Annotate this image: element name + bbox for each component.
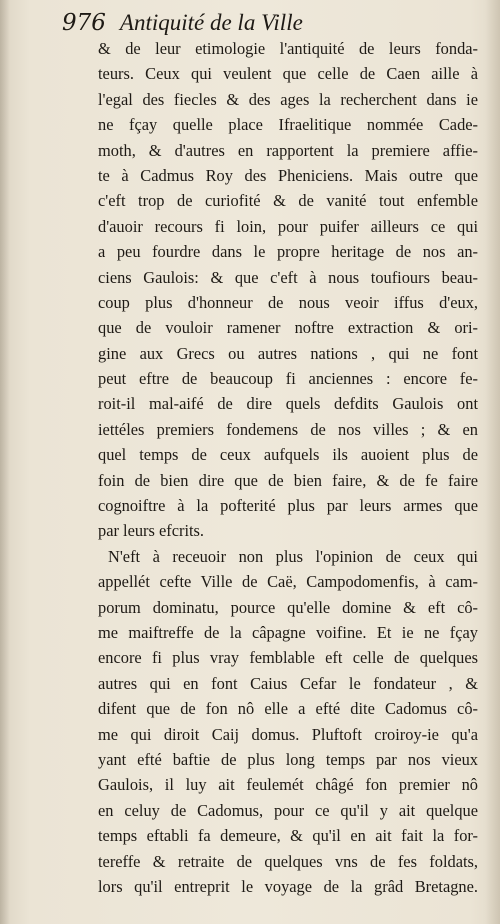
body-text: [98, 36, 478, 899]
paragraph-start-line: N'eft à receuoir non plus l'opinion de ceux qui: [108, 546, 478, 566]
text-line: appellét cefte Ville de Caë, Campodomenfis, à cam-: [98, 572, 478, 592]
text-line: tereffe & retraite de quelques vns de fes foldats,: [98, 851, 478, 871]
text-line: te à Cadmus Roy des Pheniciens. Mais outre que: [98, 165, 478, 185]
text-line: gine aux Grecs ou autres nations , qui ne font: [98, 343, 478, 363]
text-line: & de leur etimologie l'antiquité de leurs fonda-: [98, 39, 478, 58]
text-line: cognoiftre à la pofterité plus par leurs armes que: [98, 496, 478, 516]
text-line: quel temps de ceux aufquels ils auoient plus de: [98, 445, 478, 465]
text-line: en celuy de Cadomus, pour ce qu'il y ait quelque: [98, 800, 478, 820]
text-line: me maiftreffe de la câpagne voifine. Et ie ne fçay: [98, 622, 478, 642]
text-line: d'auoir recours fi loin, pour puifer ailleurs ce qui: [98, 216, 478, 236]
text-line: iettéles premiers fondemens de nos villes ; & en: [98, 419, 478, 439]
page-number: 976: [62, 10, 106, 36]
text-line: difent que de fon nô elle a efté dite Cadomus cô-: [98, 699, 478, 719]
text-line: Gaulois, il luy ait feulemét châgé fon premier nô: [98, 775, 478, 795]
text-line: ne fçay quelle place Ifraelitique nommée Cade-: [98, 115, 478, 135]
text-line: me qui diroit Caij domus. Pluftoft croiroy-ie qu'a: [98, 724, 478, 744]
text-line: temps eftabli fa demeure, & qu'il en ait fait la for-: [98, 826, 478, 846]
text-line: foin de bien dire que de bien faire, & de fe faire: [98, 470, 478, 490]
page-edge-shadow: [485, 0, 500, 924]
gutter-shadow: [0, 0, 10, 924]
text-line: ciens Gaulois: & que c'eft à nous toufiours beau-: [98, 267, 478, 287]
text-line: lors qu'il entreprit le voyage de la grâd Bretagne.: [98, 876, 478, 896]
running-head-title: Antiquité de la Ville: [119, 10, 303, 35]
text-line: l'egal des fiecles & des ages la recherchent dans ie: [98, 89, 478, 109]
text-line: que de vouloir ramener noftre extraction & ori-: [98, 318, 478, 338]
text-line: moth, & d'autres en rapportent la premiere affie-: [98, 140, 478, 160]
text-line: porum dominatu, pource qu'elle domine & eft cô-: [98, 597, 478, 617]
text-line: peut eftre de beaucoup fi anciennes : encore fe-: [98, 369, 478, 389]
paragraph-end-line: par leurs efcrits.: [98, 521, 205, 541]
text-line: encore fi plus vray femblable eft celle de quelques: [98, 648, 478, 668]
text-line: coup plus d'honneur de nous veoir iffus d'eux,: [98, 292, 478, 312]
text-line: a peu fourdre dans le propre heritage de nos an-: [98, 242, 478, 262]
text-line: teurs. Ceux qui veulent que celle de Caen aille à: [98, 64, 478, 84]
text-line: roit-il mal-aifé de dire quels defdits Gaulois ont: [98, 394, 478, 414]
text-line: yant efté baftie de plus long temps par nos vieux: [98, 749, 478, 769]
text-line: c'eft trop de curiofité & de vanité tout enfemble: [98, 191, 478, 211]
running-head: [62, 6, 482, 40]
text-line: autres qui en font Caius Cefar le fondateur , &: [98, 673, 478, 693]
